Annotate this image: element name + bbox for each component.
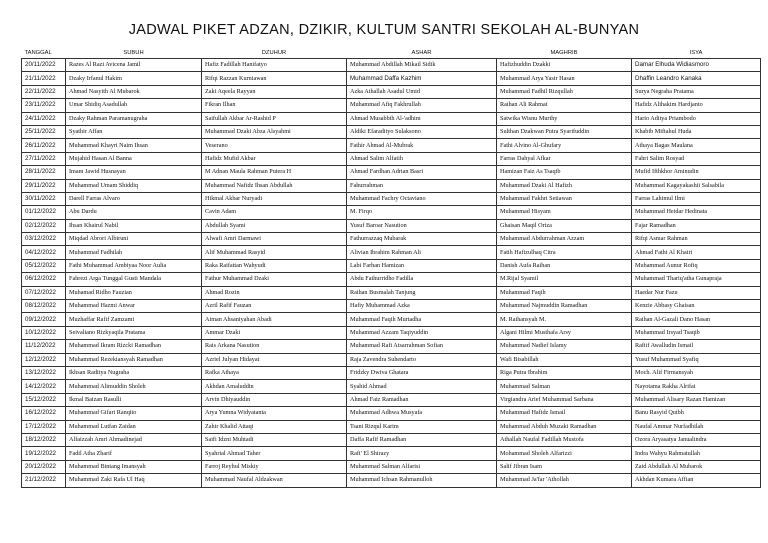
maghrib-cell: Muhammad Fakhri Setiawan: [497, 192, 632, 205]
schedule-table: [21, 49, 761, 488]
ashar-cell: Tsani Rizqul Karim: [347, 420, 497, 433]
table-row: [22, 59, 761, 72]
subuh-cell: Muhammad Alimuddin Sholeh: [66, 380, 202, 393]
maghrib-cell: Muhammad Salman: [497, 380, 632, 393]
isya-cell: Haedar Nur Fazu: [632, 286, 761, 299]
maghrib-cell: Muhammad Abduh Muzaki Ramadhan: [497, 420, 632, 433]
maghrib-cell: Hafizhuddin Dzakki: [497, 59, 632, 72]
table-row: [22, 259, 761, 272]
date-cell: 02/12/2022: [22, 219, 66, 232]
table-row: [22, 273, 761, 286]
isya-cell: Hario Aditya Priambodo: [632, 112, 761, 125]
header-row: [22, 49, 761, 59]
date-cell: 26/11/2022: [22, 139, 66, 152]
date-cell: 09/12/2022: [22, 313, 66, 326]
ashar-cell: Daffa Rafif Ramadhan: [347, 433, 497, 446]
date-cell: 27/11/2022: [22, 152, 66, 165]
date-cell: 05/12/2022: [22, 259, 66, 272]
maghrib-cell: Riga Putra Ibrahim: [497, 366, 632, 379]
table-row: [22, 166, 761, 179]
date-cell: 10/12/2022: [22, 326, 66, 339]
subuh-cell: Dzaky Irfanul Hakim: [66, 72, 202, 85]
date-cell: 14/12/2022: [22, 380, 66, 393]
ashar-cell: Muhammad Daffa Kazhim: [347, 72, 497, 85]
maghrib-cell: Danish Aufa Raihan: [497, 259, 632, 272]
date-cell: 06/12/2022: [22, 273, 66, 286]
table-row: [22, 380, 761, 393]
ashar-cell: Fridzky Dwiva Ghatara: [347, 366, 497, 379]
isya-cell: Khabib Miftahul Huda: [632, 125, 761, 138]
subuh-cell: Muhammad Bintang Imansyah: [66, 460, 202, 473]
dzuhur-cell: Akhdan Amaluddin: [202, 380, 347, 393]
subuh-cell: Muhammad Umam Shiddiq: [66, 179, 202, 192]
maghrib-cell: M. Raihansyah M.: [497, 313, 632, 326]
subuh-cell: Muzhaffar Rafif Zamzami: [66, 313, 202, 326]
isya-cell: Athaya Bagas Maulana: [632, 139, 761, 152]
isya-cell: Kenzie Abbasy Ghaisan: [632, 300, 761, 313]
ashar-cell: Muhammad Rafi Atsarrahman Sofian: [347, 340, 497, 353]
subuh-cell: Fathi Muhammad Ambiyaa Noor Aulia: [66, 259, 202, 272]
ashar-cell: Muhammad Azzam Taqiyuddin: [347, 326, 497, 339]
date-cell: 19/12/2022: [22, 447, 66, 460]
dzuhur-cell: Arvin Dhiyauddin: [202, 393, 347, 406]
ashar-cell: Muhammad Abdillah Mikail Sidik: [347, 59, 497, 72]
isya-cell: Muhammad Alisary Razan Hamizan: [632, 393, 761, 406]
subuh-cell: Fahrezi Arga Tunggal Gusti Mandala: [66, 273, 202, 286]
isya-cell: Rafiif Awalludin Ismail: [632, 340, 761, 353]
header-dzuhur: DZUHUR: [261, 50, 287, 56]
maghrib-cell: Muhammad Arya Yasir Hasan: [497, 72, 632, 85]
table-row: [22, 366, 761, 379]
isya-cell: Farras Lahimul Ilmi: [632, 192, 761, 205]
page-title: JADWAL PIKET ADZAN, DZIKIR, KULTUM SANTRI SEKOLAH AL-BUNYAN: [128, 22, 640, 38]
header-ashar: ASHAR: [411, 50, 432, 56]
table-row: [22, 393, 761, 406]
table-row: [22, 139, 761, 152]
table-row: [22, 112, 761, 125]
ashar-cell: Muhammad Afiq Fakhrullah: [347, 99, 497, 112]
table-row: [22, 125, 761, 138]
ashar-cell: Ahmad Musabbih Al-'adhim: [347, 112, 497, 125]
table-row: [22, 246, 761, 259]
dzuhur-cell: Azril Rafif Fauzan: [202, 300, 347, 313]
subuh-cell: Ahmad Nasyith Al Mubarok: [66, 85, 202, 98]
subuh-cell: Muhammad Rezekiansyah Ramadhan: [66, 353, 202, 366]
subuh-cell: Seivaliano Rizkyaqila Pratama: [66, 326, 202, 339]
isya-cell: Banu Rasyid Qutbh: [632, 407, 761, 420]
subuh-cell: Imam Jawid Husnayan: [66, 166, 202, 179]
ashar-cell: Raja Zavendra Suhendarto: [347, 353, 497, 366]
isya-cell: Muhammad Aunur Rofiq: [632, 259, 761, 272]
maghrib-cell: Muhammad Hafidz Ismail: [497, 407, 632, 420]
table-row: [22, 407, 761, 420]
dzuhur-cell: Saifi Idzni Muhtadi: [202, 433, 347, 446]
maghrib-cell: Farras Dahyal Afkar: [497, 152, 632, 165]
ashar-cell: Rafi' El Shirazy: [347, 447, 497, 460]
ashar-cell: Fahurrahman: [347, 179, 497, 192]
subuh-cell: Alfaizzah Amri Ahmadinejad: [66, 433, 202, 446]
table-row: [22, 286, 761, 299]
dzuhur-cell: Hikmal Akbar Nuryadi: [202, 192, 347, 205]
isya-cell: Nayotama Rakha Alrifai: [632, 380, 761, 393]
maghrib-cell: Muhammad Fadhil Rizqullah: [497, 85, 632, 98]
isya-cell: Hafidz Alihakim Hardjanto: [632, 99, 761, 112]
subuh-cell: Fadil Atha Zharif: [66, 447, 202, 460]
subuh-cell: Mujahid Hasan Al Banna: [66, 152, 202, 165]
subuh-cell: Ikmal Baizan Rasulli: [66, 393, 202, 406]
date-cell: 25/11/2022: [22, 125, 66, 138]
subuh-cell: Darell Farras Alvaro: [66, 192, 202, 205]
maghrib-cell: Sulthan Dzakwan Putra Syarifuddin: [497, 125, 632, 138]
isya-cell: Surya Negraha Pratama: [632, 85, 761, 98]
header-maghrib: MAGHRIB: [550, 50, 578, 56]
subuh-cell: Syathir Affan: [66, 125, 202, 138]
date-cell: 21/12/2022: [22, 474, 66, 487]
date-cell: 13/12/2022: [22, 366, 66, 379]
date-cell: 21/11/2022: [22, 72, 66, 85]
ashar-cell: Hafiy Muhammad Azka: [347, 300, 497, 313]
table-row: [22, 72, 761, 85]
isya-cell: Muhammad Irsyad Tsaqib: [632, 326, 761, 339]
dzuhur-cell: Muhammad Nafidz Ihsan Abdullah: [202, 179, 347, 192]
isya-cell: Moch. Alif Firmansyah: [632, 366, 761, 379]
ashar-cell: Fathir Ahmad Al-Mubrak: [347, 139, 497, 152]
date-cell: 07/12/2022: [22, 286, 66, 299]
ashar-cell: Raihan Busmalah Tanjung: [347, 286, 497, 299]
table-row: [22, 474, 761, 487]
subuh-cell: Muhammad Khayri Naim Ihsan: [66, 139, 202, 152]
header-isya: ISYA: [689, 50, 703, 56]
isya-cell: Indra Wahyu Rahmatullah: [632, 447, 761, 460]
maghrib-cell: Muhammad Najmuddin Ramadhan: [497, 300, 632, 313]
dzuhur-cell: Aiman Ahsaniyahan Abadi: [202, 313, 347, 326]
maghrib-cell: Hamizan Faiz As Tsaqib: [497, 166, 632, 179]
date-cell: 23/11/2022: [22, 99, 66, 112]
maghrib-cell: Fatih Hafizulhaq Citra: [497, 246, 632, 259]
date-cell: 16/12/2022: [22, 407, 66, 420]
dzuhur-cell: Veserano: [202, 139, 347, 152]
dzuhur-cell: Rifqi Razzan Kurniawan: [202, 72, 347, 85]
dzuhur-cell: Muhammad Dzaki Abza Alsyahmi: [202, 125, 347, 138]
dzuhur-cell: Syahrial Ahmad Taher: [202, 447, 347, 460]
dzuhur-cell: Abdullah Syami: [202, 219, 347, 232]
ashar-cell: Muhammad Adhwa Musyafa: [347, 407, 497, 420]
dzuhur-cell: Raka Raifattan Wahyudi: [202, 259, 347, 272]
isya-cell: Raihan Al-Gazali Dano Hasan: [632, 313, 761, 326]
ashar-cell: Ahmad Salim Alfatih: [347, 152, 497, 165]
maghrib-cell: Ghaisan Maqil Oriza: [497, 219, 632, 232]
dzuhur-cell: Arya Yumna Widyatanta: [202, 407, 347, 420]
table-row: [22, 340, 761, 353]
dzuhur-cell: Alif Muhammad Rasyid: [202, 246, 347, 259]
subuh-cell: Ikhsan Raditya Nugraha: [66, 366, 202, 379]
dzuhur-cell: Rais Arkana Nasution: [202, 340, 347, 353]
table-row: [22, 206, 761, 219]
date-cell: 22/11/2022: [22, 85, 66, 98]
dzuhur-cell: Farroj Reyhul Miskiy: [202, 460, 347, 473]
date-cell: 20/11/2022: [22, 59, 66, 72]
ashar-cell: Muhammad Salman Alfarisi: [347, 460, 497, 473]
isya-cell: Muhammad Heidar Hedinata: [632, 206, 761, 219]
ashar-cell: Alivian Ibrahim Rahman Ali: [347, 246, 497, 259]
dzuhur-cell: Alwafi Amri Darmawi: [202, 233, 347, 246]
date-cell: 20/12/2022: [22, 460, 66, 473]
dzuhur-cell: Ammar Dzaki: [202, 326, 347, 339]
ashar-cell: Ahmad Fardhan Adrian Basri: [347, 166, 497, 179]
isya-cell: Muhammad Thariq'atha Gunapraja: [632, 273, 761, 286]
maghrib-cell: Fathi Alvino Al-Ghufary: [497, 139, 632, 152]
date-cell: 30/11/2022: [22, 192, 66, 205]
ashar-cell: M. Firqo: [347, 206, 497, 219]
dzuhur-cell: Muhammad Naufal Aldzakwan: [202, 474, 347, 487]
dzuhur-cell: Saifullah Akbar Ar-Rashid P: [202, 112, 347, 125]
ashar-cell: Abdu Fathurridho Fadilla: [347, 273, 497, 286]
ashar-cell: Aldiki Efaradityo Sulaksono: [347, 125, 497, 138]
table-row: [22, 313, 761, 326]
maghrib-cell: Algani Hilmi Musthafa Arsy: [497, 326, 632, 339]
date-cell: 12/12/2022: [22, 353, 66, 366]
subuh-cell: Umar Shidiq Asadullah: [66, 99, 202, 112]
subuh-cell: Muhammad Hazmi Anwar: [66, 300, 202, 313]
subuh-cell: Razes Al Razi Avicena Jamil: [66, 59, 202, 72]
ashar-cell: Muhammad Fachry Octaviano: [347, 192, 497, 205]
maghrib-cell: Virgiandra Arief Muhammad Sarbana: [497, 393, 632, 406]
maghrib-cell: M.Rijal Syamil: [497, 273, 632, 286]
date-cell: 24/11/2022: [22, 112, 66, 125]
subuh-cell: Miqdad Abrori Albiruni: [66, 233, 202, 246]
subuh-cell: Dzaky Rahman Paramanugraha: [66, 112, 202, 125]
date-cell: 29/11/2022: [22, 179, 66, 192]
isya-cell: Damar Elhuda Widiasmoro: [632, 59, 761, 72]
schedule-body: [22, 59, 761, 488]
isya-cell: Dhaffin Leandro Kanaka: [632, 72, 761, 85]
dzuhur-cell: Fikran Ilhan: [202, 99, 347, 112]
ashar-cell: Fathurrazzaq Mubarak: [347, 233, 497, 246]
dzuhur-cell: Azriel Julyan Hidayat: [202, 353, 347, 366]
isya-cell: Ahmad Fathi Al Khairi: [632, 246, 761, 259]
ashar-cell: Ahmad Faiz Ramadhan: [347, 393, 497, 406]
date-cell: 01/12/2022: [22, 206, 66, 219]
table-row: [22, 300, 761, 313]
subuh-cell: Muhammad Fadhilah: [66, 246, 202, 259]
dzuhur-cell: Hafidz Mufid Akbar: [202, 152, 347, 165]
subuh-cell: Muhammad Lutfan Zaidan: [66, 420, 202, 433]
subuh-cell: Muhammad Zaki Rafa Ul Haq: [66, 474, 202, 487]
table-row: [22, 152, 761, 165]
maghrib-cell: Mohammad Sholeh Alfarizzi: [497, 447, 632, 460]
table-row: [22, 85, 761, 98]
isya-cell: Rifqi Asmar Rahman: [632, 233, 761, 246]
dzuhur-cell: Hafiz Fadillah Hanifatyo: [202, 59, 347, 72]
table-row: [22, 420, 761, 433]
isya-cell: Ozora Aryasatya Janualindra: [632, 433, 761, 446]
ashar-cell: Syahid Ahmad: [347, 380, 497, 393]
maghrib-cell: Satwika Wisnu Murthy: [497, 112, 632, 125]
table-row: [22, 447, 761, 460]
dzuhur-cell: Rafka Athaya: [202, 366, 347, 379]
subuh-cell: Muhammad Ikram Rizcki Ramadhan: [66, 340, 202, 353]
header-subuh: SUBUH: [123, 50, 144, 56]
maghrib-cell: Muhammad Abdurrahman Azzam: [497, 233, 632, 246]
table-row: [22, 99, 761, 112]
subuh-cell: Muhamad Ridho Fauzian: [66, 286, 202, 299]
table-row: [22, 353, 761, 366]
maghrib-cell: Athallah Naufal Fadillah Mustofa: [497, 433, 632, 446]
maghrib-cell: Muhammad Nadief Islamy: [497, 340, 632, 353]
ashar-cell: Muhammad Faqih Murtadha: [347, 313, 497, 326]
maghrib-cell: Muhammad Dzaki Al Hafizh: [497, 179, 632, 192]
isya-cell: Akhdan Kumara Affian: [632, 474, 761, 487]
ashar-cell: Labi Farhan Hamizan: [347, 259, 497, 272]
dzuhur-cell: Ahmad Rozin: [202, 286, 347, 299]
maghrib-cell: Muhammad Hisyam: [497, 206, 632, 219]
table-row: [22, 233, 761, 246]
isya-cell: Naufal Ammar Nurfadhilah: [632, 420, 761, 433]
date-cell: 17/12/2022: [22, 420, 66, 433]
table-row: [22, 460, 761, 473]
isya-cell: Muhammad Kagayakashii Salsabila: [632, 179, 761, 192]
table-row: [22, 433, 761, 446]
dzuhur-cell: Zaki Aqeela Rayyan: [202, 85, 347, 98]
dzuhur-cell: Zahir Khalid Attaqi: [202, 420, 347, 433]
isya-cell: Fajar Ramadhan: [632, 219, 761, 232]
maghrib-cell: Muhammad Ja'far 'Athollah: [497, 474, 632, 487]
dzuhur-cell: Fathur Muhammad Dzaki: [202, 273, 347, 286]
date-cell: 15/12/2022: [22, 393, 66, 406]
date-cell: 11/12/2022: [22, 340, 66, 353]
isya-cell: Zaid Abdullah Al Mubarok: [632, 460, 761, 473]
subuh-cell: Muhammad Gifari Ranqito: [66, 407, 202, 420]
maghrib-cell: Wafi Bisabillah: [497, 353, 632, 366]
maghrib-cell: Salif Jibran Isam: [497, 460, 632, 473]
table-row: [22, 179, 761, 192]
maghrib-cell: Muhammad Faqih: [497, 286, 632, 299]
ashar-cell: Muhammad Ichsan Rahmanulloh: [347, 474, 497, 487]
isya-cell: Fahri Salim Rosyad: [632, 152, 761, 165]
ashar-cell: Yusuf Baroar Nasution: [347, 219, 497, 232]
subuh-cell: Abu Dardu: [66, 206, 202, 219]
dzuhur-cell: Cavin Adam: [202, 206, 347, 219]
isya-cell: Mufid Ifthkhor Aminudin: [632, 166, 761, 179]
date-cell: 03/12/2022: [22, 233, 66, 246]
isya-cell: Yusuf Muhammad Syafiq: [632, 353, 761, 366]
date-cell: 28/11/2022: [22, 166, 66, 179]
date-cell: 08/12/2022: [22, 300, 66, 313]
subuh-cell: Ihsan Khairul Nabil: [66, 219, 202, 232]
table-row: [22, 219, 761, 232]
date-cell: 04/12/2022: [22, 246, 66, 259]
date-cell: 18/12/2022: [22, 433, 66, 446]
ashar-cell: Azka Athallah Asadul Umid: [347, 85, 497, 98]
table-row: [22, 192, 761, 205]
header-tanggal: TANGGAL: [24, 50, 52, 56]
maghrib-cell: Raihan Ali Rahmat: [497, 99, 632, 112]
table-row: [22, 326, 761, 339]
dzuhur-cell: M Adnan Maula Rahman Putera H: [202, 166, 347, 179]
